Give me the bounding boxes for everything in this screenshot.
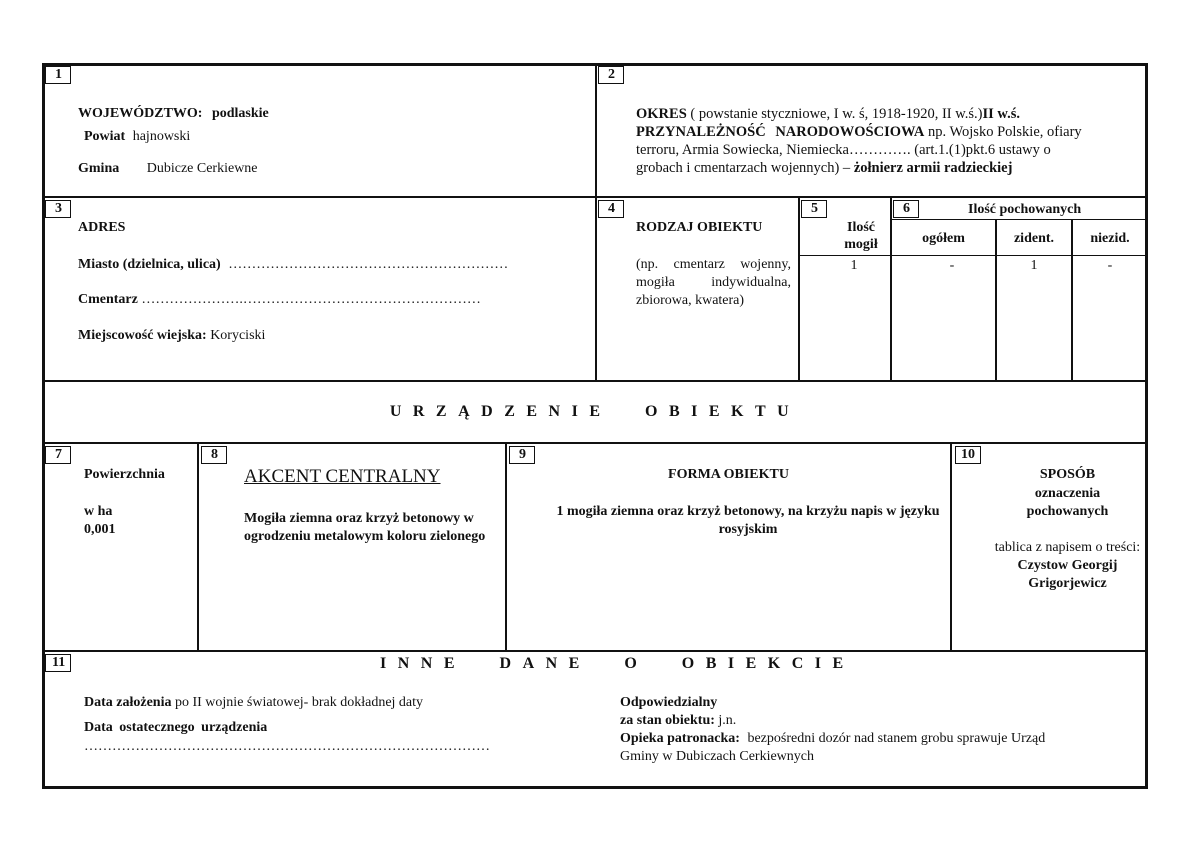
opieka-label: Opieka patronacka: — [620, 731, 740, 746]
przynaleznosc-label: PRZYNALEŻNOŚĆ NARODOWOŚCIOWA — [636, 124, 925, 140]
gmina-label: Gmina — [78, 161, 120, 176]
przynaleznosc-line3 — [636, 159, 1012, 177]
divider-sec6-header — [891, 219, 1147, 220]
section-number-10: 10 — [955, 446, 981, 464]
okres-options: ( powstanie styczniowe, I w. ś, 1918-1920, II w.ś.) — [690, 106, 983, 122]
ilosc-mogil-label — [832, 219, 890, 253]
adres-label: ADRES — [78, 220, 126, 235]
okres-label: OKRES — [636, 106, 687, 122]
section-number-3: 3 — [45, 200, 71, 218]
cmentarz-field — [78, 291, 481, 309]
opieka-field — [620, 730, 1045, 748]
col-zident-header: zident. — [1013, 231, 1055, 246]
section-number-7: 7 — [45, 446, 71, 464]
divider-row4 — [43, 650, 1147, 652]
gmina-field — [78, 160, 258, 178]
akcent-centralny-text: Mogiła ziemna oraz krzyż betonowy w ogrodzeniu metalowym koloru zielonego — [244, 511, 486, 544]
miejscowosc-label: Miejscowość wiejska: — [78, 328, 207, 343]
miasto-value: …………………………………………………… — [228, 257, 509, 272]
opieka-value-2: Gminy w Dubiczach Cerkiewnych — [620, 749, 814, 764]
sposob-text-value: Czystow Georgij Grigorjewicz — [1017, 558, 1118, 591]
data-ostatecznego-label: Data ostatecznego urządzenia — [84, 720, 268, 735]
okres-field — [636, 105, 1020, 123]
divider-col10 — [950, 443, 952, 651]
przynaleznosc-hint-2: terroru, Armia Sowiecka, Niemiecka…………. (art.1.(1)pkt.6 ustawy o — [636, 142, 1051, 158]
cmentarz-value: ………………….…………………………………………… — [141, 292, 481, 307]
forma-obiektu-title: FORMA OBIEKTU — [668, 467, 789, 482]
powiat-value: hajnowski — [132, 129, 191, 144]
sposob-title: SPOSÓB — [1039, 467, 1096, 482]
przynaleznosc-hint-1: np. Wojsko Polskie, ofiary — [928, 124, 1082, 140]
rodzaj-obiektu-label: RODZAJ OBIEKTU — [636, 220, 763, 235]
section-number-9: 9 — [509, 446, 535, 464]
ilosc-pochowanych-label: Ilość pochowanych — [968, 202, 1082, 217]
ilosc-mogil-label-1: Ilość — [847, 220, 875, 235]
niezid-value: - — [1107, 258, 1113, 273]
divider-col-top — [595, 64, 597, 381]
powiat-field — [84, 128, 190, 146]
col-niezid-header: niezid. — [1090, 231, 1130, 246]
section-number-11: 11 — [45, 654, 71, 672]
wojewodztwo-value: podlaskie — [211, 106, 269, 121]
miejscowosc-field — [78, 327, 265, 345]
section-number-1: 1 — [45, 66, 71, 84]
col-ogolem-header: ogółem — [922, 231, 965, 246]
inne-dane-title: INNE DANE O OBIEKCIE — [380, 655, 855, 672]
rodzaj-obiektu-hint: (np. cmentarz wojenny, mogiła indywidualna, zbiorowa, kwatera) — [636, 257, 791, 308]
forma-obiektu-text: 1 mogiła ziemna oraz krzyż betonowy, na krzyżu napis w języku rosyjskim — [556, 504, 940, 537]
przynaleznosc-value: żołnierz armii radzieckiej — [853, 160, 1013, 176]
section-number-2: 2 — [598, 66, 624, 84]
ogolem-value: - — [949, 258, 955, 273]
cmentarz-label: Cmentarz — [78, 292, 138, 307]
section-number-6: 6 — [893, 200, 919, 218]
divider-col5 — [798, 197, 800, 381]
data-zalozenia-value: po II wojnie światowej- brak dokładnej daty — [174, 695, 424, 710]
data-zalozenia-label: Data założenia — [84, 695, 172, 710]
urzadzenie-obiektu-title: URZĄDZENIE OBIEKTU — [389, 403, 801, 420]
data-ostatecznego-value: …………………………………………………………………………… — [84, 739, 490, 754]
divider-row3 — [43, 442, 1147, 444]
powierzchnia-label: Powierzchnia — [84, 467, 165, 482]
odpowiedzialny-field — [620, 712, 736, 730]
section-number-8: 8 — [201, 446, 227, 464]
data-zalozenia-field — [84, 694, 423, 712]
miasto-field — [78, 256, 508, 274]
zident-value: 1 — [1030, 258, 1038, 273]
miejscowosc-value: Koryciski — [210, 328, 266, 343]
ilosc-mogil-label-2: mogił — [844, 237, 878, 252]
przynaleznosc-line1 — [636, 123, 1082, 141]
przynaleznosc-hint-3: grobach i cmentarzach wojennych) – — [636, 160, 851, 176]
divider-col8 — [197, 443, 199, 651]
powierzchnia-value: 0,001 — [84, 522, 116, 537]
wojewodztwo-label: WOJEWÓDZTWO: — [78, 106, 203, 121]
wojewodztwo-field — [78, 105, 269, 123]
akcent-centralny-title: AKCENT CENTRALNY — [244, 466, 441, 487]
ilosc-mogil-value: 1 — [850, 258, 858, 273]
powierzchnia-unit: w ha — [84, 504, 113, 519]
powiat-label: Powiat — [84, 129, 126, 144]
gmina-value: Dubicze Cerkiewne — [146, 161, 258, 176]
sposob-subtitle: oznaczenia pochowanych — [1026, 486, 1109, 519]
sposob-text-prefix: tablica z napisem o treści: — [994, 540, 1141, 555]
divider-col6 — [890, 197, 892, 381]
odpowiedzialny-label-1: Odpowiedzialny — [620, 695, 718, 710]
okres-value: II w.ś. — [982, 106, 1020, 122]
section-number-4: 4 — [598, 200, 624, 218]
section-number-5: 5 — [801, 200, 827, 218]
miasto-label: Miasto (dzielnica, ulica) — [78, 257, 221, 272]
opieka-value-1: bezpośredni dozór nad stanem grobu sprawuje Urząd — [747, 731, 1046, 746]
odpowiedzialny-label-2: za stan obiektu: — [620, 713, 715, 728]
odpowiedzialny-value: j.n. — [718, 713, 737, 728]
divider-sec5-6-header — [799, 255, 1147, 256]
sposob-text — [990, 539, 1145, 593]
